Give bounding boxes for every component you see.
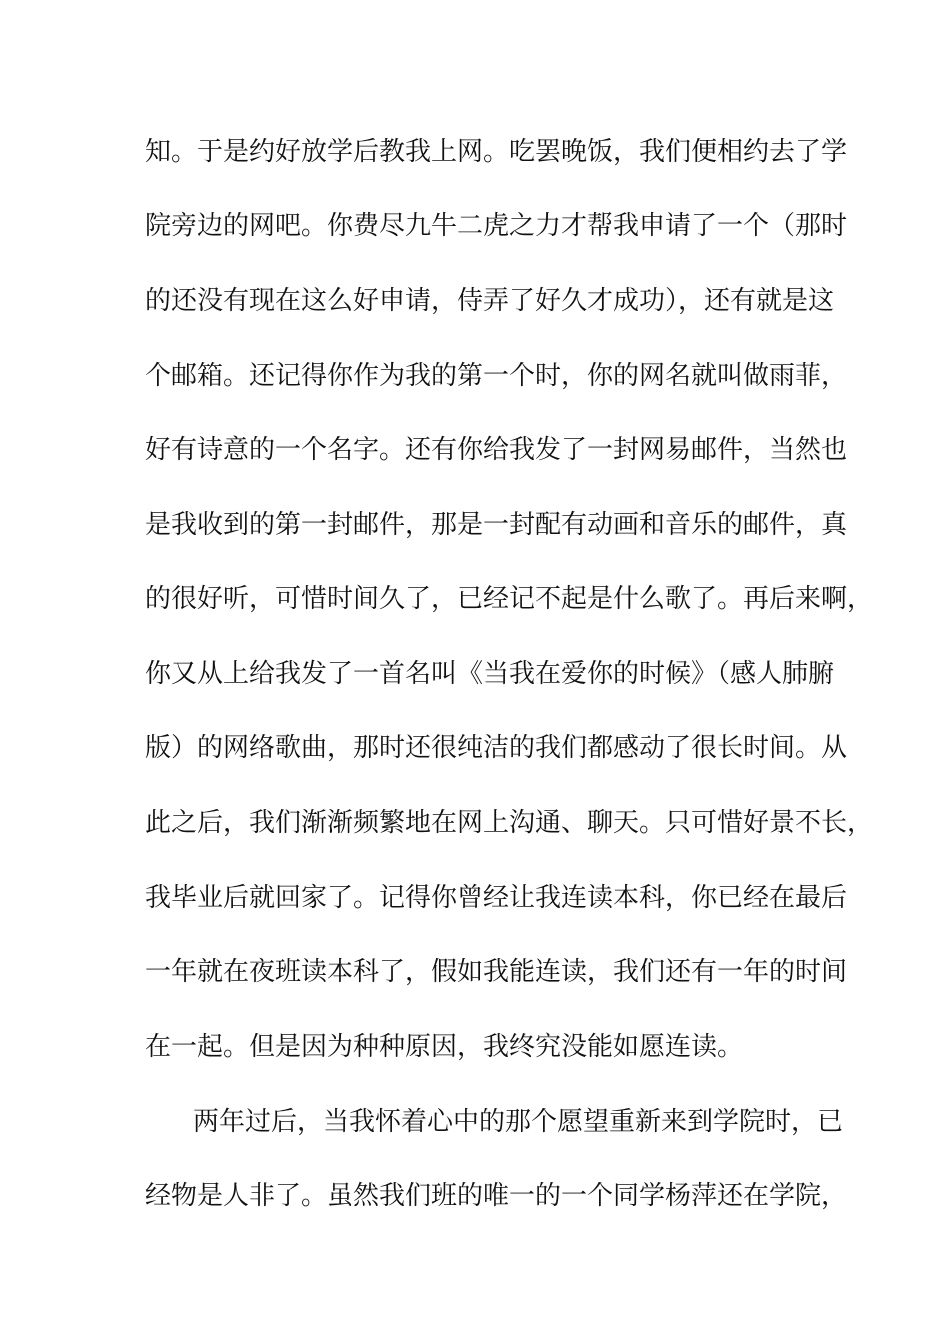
text-line: 版）的网络歌曲，那时还很纯洁的我们都感动了很长时间。从 — [145, 733, 848, 763]
text-line: 你又从上给我发了一首名叫《当我在爱你的时候》（感人肺腑 — [145, 659, 835, 689]
text-line: 知。于是约好放学后教我上网。吃罢晚饭，我们便相约去了学 — [145, 137, 848, 167]
text-line: 一年就在夜班读本科了，假如我能连读，我们还有一年的时间 — [145, 957, 848, 987]
text-line: 的很好听，可惜时间久了，已经记不起是什么歌了。再后来啊， — [145, 584, 874, 614]
text-line: 在一起。但是因为种种原因，我终究没能如愿连读。 — [145, 1032, 744, 1062]
text-line: 此之后，我们渐渐频繁地在网上沟通、聊天。只可惜好景不长， — [145, 808, 874, 838]
text-line: 个邮箱。还记得你作为我的第一个时，你的网名就叫做雨菲， — [145, 361, 848, 391]
text-line: 的还没有现在这么好申请，侍弄了好久才成功），还有就是这 — [145, 286, 835, 316]
text-line: 我毕业后就回家了。记得你曾经让我连读本科，你已经在最后 — [145, 883, 848, 913]
paragraph-first-line: 两年过后，当我怀着心中的那个愿望重新来到学院时，已 — [193, 1107, 844, 1137]
text-line: 经物是人非了。虽然我们班的唯一的一个同学杨萍还在学院， — [145, 1181, 848, 1211]
text-line: 是我收到的第一封邮件，那是一封配有动画和音乐的邮件，真 — [145, 510, 848, 540]
text-line: 院旁边的网吧。你费尽九牛二虎之力才帮我申请了一个（那时 — [145, 211, 848, 241]
text-line: 好有诗意的一个名字。还有你给我发了一封网易邮件，当然也 — [145, 435, 848, 465]
